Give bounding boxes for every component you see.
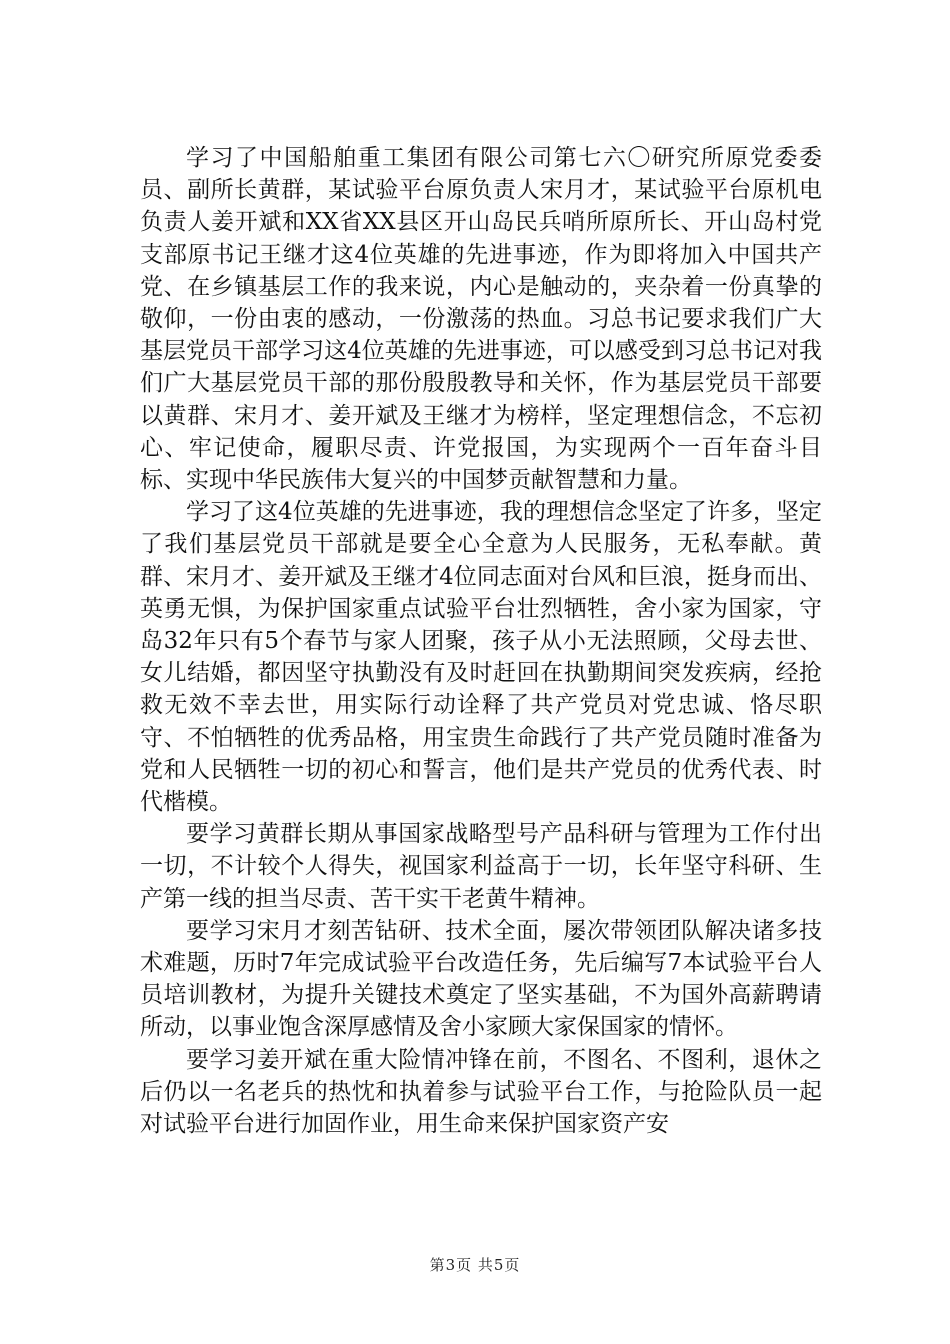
paragraph-3: 要学习黄群长期从事国家战略型号产品科研与管理为工作付出一切，不计较个人得失，视国家利益高于一切，长年坚守科研、生产第一线的担当尽责、苦干实干老黄牛精神。 [140,821,822,912]
paragraph-5: 要学习姜开斌在重大险情冲锋在前，不图名、不图利，退休之后仍以一名老兵的热忱和执着参与试验平台工作，与抢险队员一起对试验平台进行加固作业，用生命来保护国家资产安 [140,1046,822,1138]
paragraph-1: 学习了中国船舶重工集团有限公司第七六〇研究所原党委委员、副所长黄群，某试验平台原负责人宋月才，某试验平台原机电负责人姜开斌和XX省XX县区开山岛民兵哨所原所长、开山岛村党支部原书记王继才这4位英雄的先进事迹，作为即将加入中国共产党、在乡镇基层工作的我来说，内心是触动的，夹杂着一份真挚的敬仰，一份由衷的感动，一份激荡的热血。习总书记要求我们广大基层党员干部学习这4位英雄的先进事迹，可以感受到习总书记对我们广大基层党员干部的那份殷殷教导和关怀，作为基层党员干部要以黄群、宋月才、姜开斌及王继才为榜样，坚定理想信念，不忘初心、牢记使命，履职尽责、许党报国，为实现两个一百年奋斗目标、实现中华民族伟大复兴的中国梦贡献智慧和力量。 [140,145,822,494]
document-body [140,142,822,1140]
paragraph-2: 学习了这4位英雄的先进事迹，我的理想信念坚定了许多，坚定了我们基层党员干部就是要全心全意为人民服务，无私奉献。黄群、宋月才、姜开斌及王继才4位同志面对台风和巨浪，挺身而出、英勇无惧，为保护国家重点试验平台壮烈牺牲，舍小家为国家，守岛32年只有5个春节与家人团聚，孩子从小无法照顾，父母去世、女儿结婚，都因坚守执勤没有及时赶回在执勤期间突发疾病，经抢救无效不幸去世，用实际行动诠释了共产党员对党忠诚、恪尽职守、不怕牺牲的优秀品格，用宝贵生命践行了共产党员随时准备为党和人民牺牲一切的初心和誓言，他们是共产党员的优秀代表、时代楷模。 [140,499,822,816]
paragraph-4: 要学习宋月才刻苦钻研、技术全面，屡次带领团队解决诸多技术难题，历时7年完成试验平台改造任务，先后编写7本试验平台人员培训教材，为提升关键技术奠定了坚实基础，不为国外高薪聘请所动，以事业饱含深厚感情及舍小家顾大家保国家的情怀。 [140,917,822,1041]
page-footer: 第3页 共5页 [429,1256,521,1274]
